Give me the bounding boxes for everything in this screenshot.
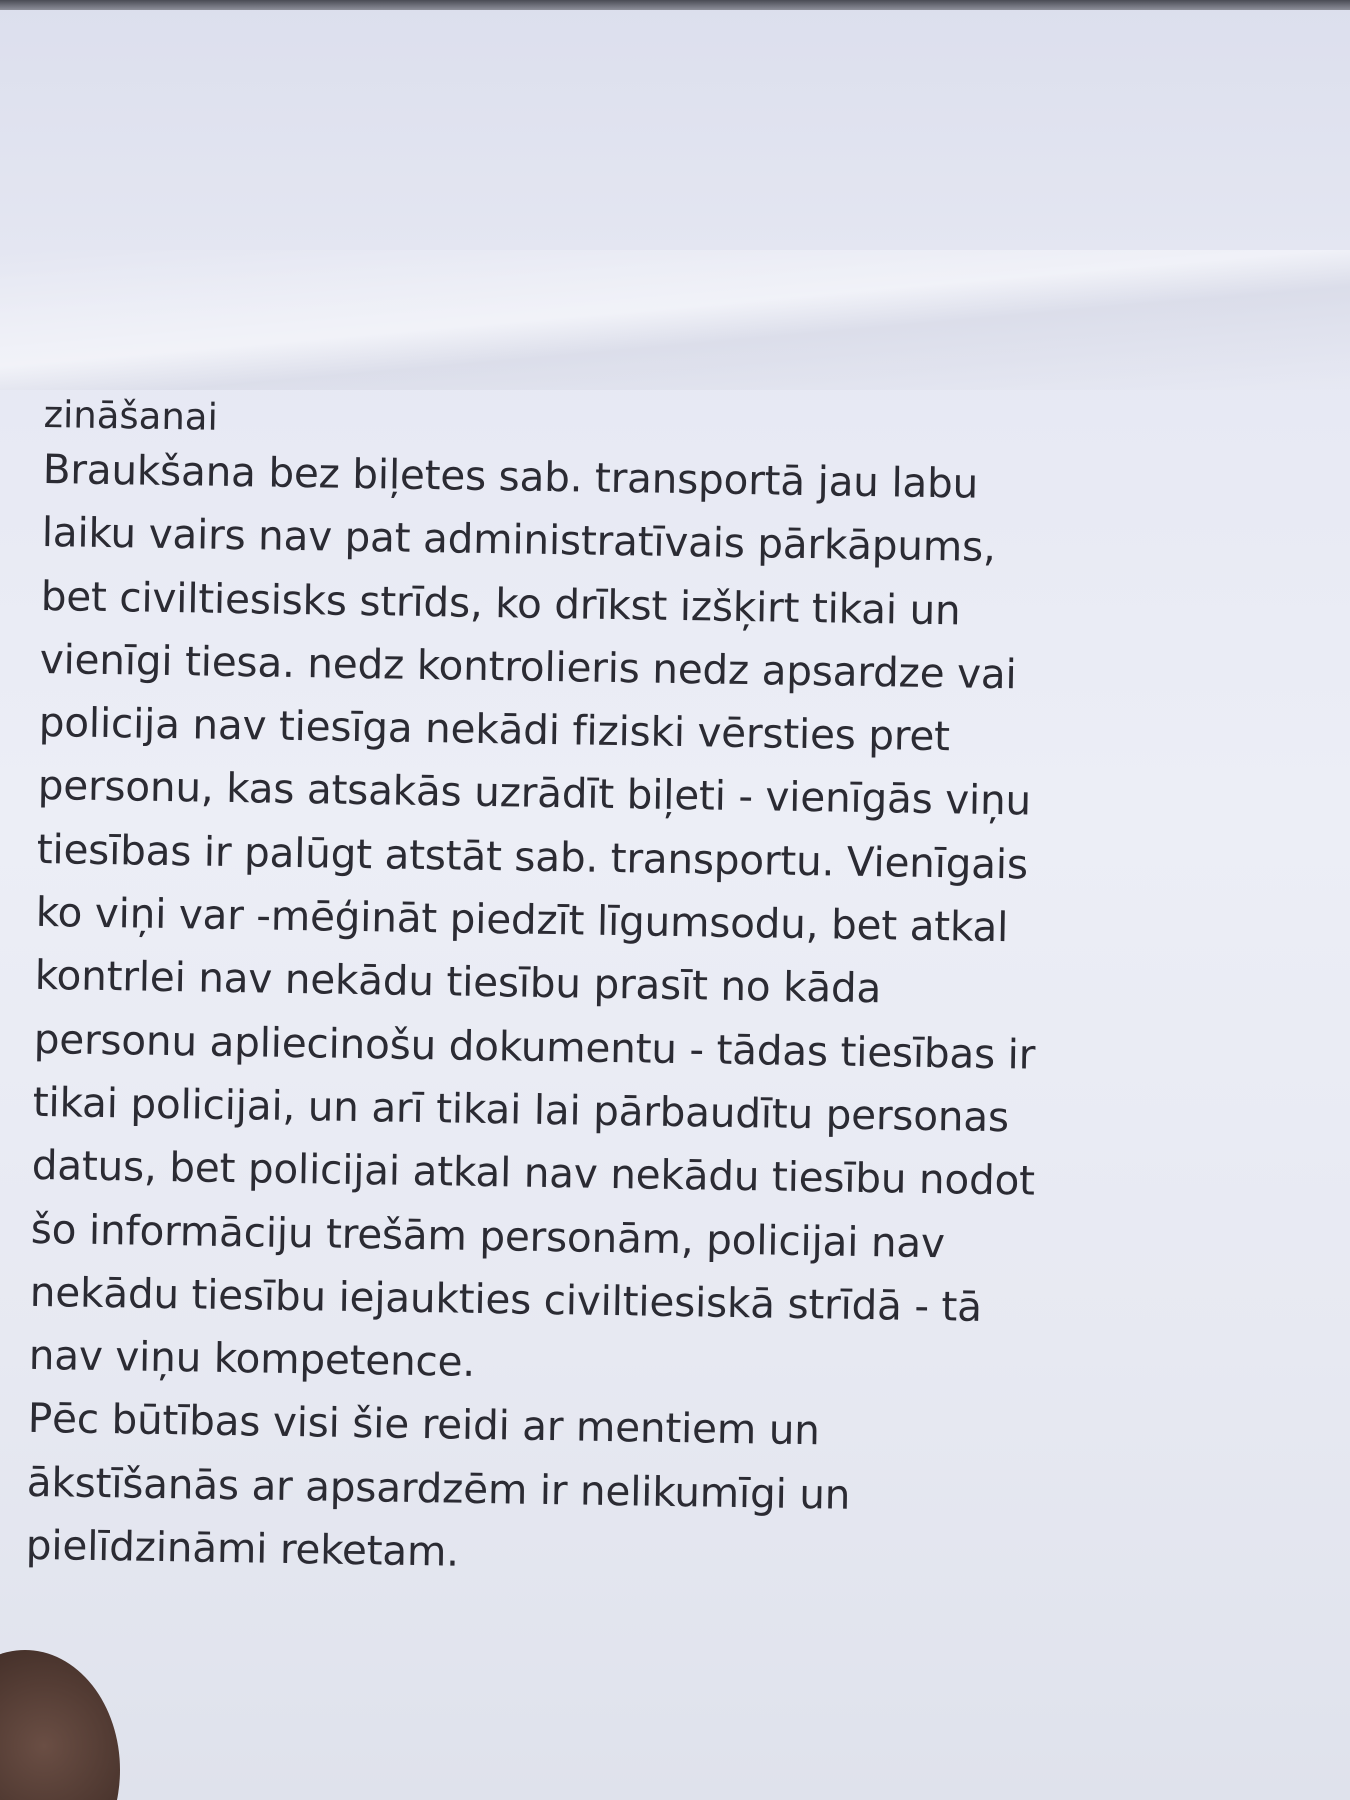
text-line: bet civiltiesisks strīds, ko drīkst izšķirt tikai un: [40, 571, 961, 635]
notice-paragraph-2: [25, 1387, 1318, 1597]
text-line: personu, kas atsakās uzrādīt biļeti - vienīgās viņu: [37, 761, 1032, 826]
finger-shadow: [0, 1650, 120, 1800]
paper-crease: [0, 250, 1350, 390]
text-line: pielīdzināmi reketam.: [25, 1520, 460, 1576]
text-line: ākstīšanās ar apsardzēm ir nelikumīgi un: [26, 1457, 851, 1519]
text-line: šo informāciju trešām personām, policijai nav: [30, 1204, 946, 1267]
text-line: laiku vairs nav pat administratīvais pārkāpums,: [41, 508, 997, 572]
text-line: tikai policijai, un arī tikai lai pārbaudītu personas: [32, 1077, 1010, 1142]
text-line: nekādu tiesību iejaukties civiltiesiskā strīdā - tā: [29, 1267, 983, 1331]
notice-text: [25, 392, 1333, 1597]
text-line: Pēc būtības visi šie reidi ar mentiem un: [27, 1394, 821, 1455]
text-line: kontrlei nav nekādu tiesību prasīt no kāda: [34, 951, 882, 1013]
notice-heading: zināšanai: [43, 392, 219, 439]
notice-paragraph-1: [28, 438, 1333, 1408]
text-line: ko viņi var -mēģināt piedzīt līgumsodu, bet atkal: [35, 888, 1009, 952]
text-line: vienīgi tiesa. nedz kontrolieris nedz apsardze vai: [39, 634, 1017, 699]
text-line: Braukšana bez biļetes sab. transportā jau labu: [42, 444, 979, 508]
text-line: datus, bet policijai atkal nav nekādu tiesību nodot: [31, 1141, 1036, 1205]
text-line: tiesības ir palūgt atstāt sab. transportu. Vienīgais: [36, 824, 1029, 889]
page-top-edge: [0, 0, 1350, 10]
text-line: personu apliecinošu dokumentu - tādas tiesības ir: [33, 1014, 1036, 1079]
text-line: policija nav tiesīga nekādi fiziski vērsties pret: [38, 698, 951, 761]
text-line: nav viņu kompetence.: [28, 1331, 476, 1387]
